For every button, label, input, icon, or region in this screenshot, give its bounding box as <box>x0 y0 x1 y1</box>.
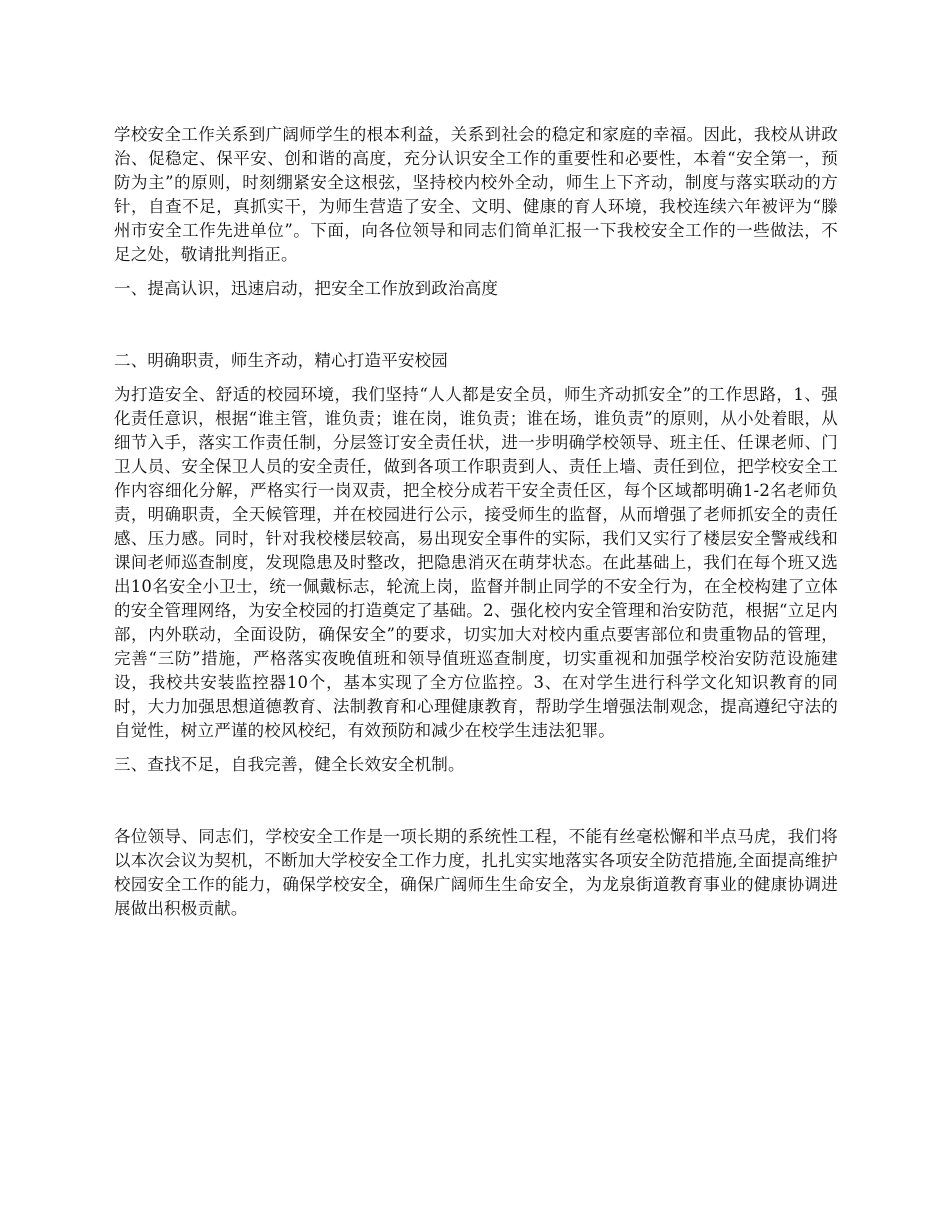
section-3-top-spacer <box>114 743 838 753</box>
section-3-heading: 三、查找不足，自我完善，健全长效安全机制。 <box>114 755 465 774</box>
section-1-heading: 一、提高认识，迅速启动，把安全工作放到政治高度 <box>114 279 499 298</box>
section-3-spacer <box>114 777 838 825</box>
intro-paragraph: 学校安全工作关系到广阔师学生的根本利益，关系到社会的稳定和家庭的幸福。因此，我校从讲政治、促稳定、保平安、创和谐的高度，充分认识安全工作的重要性和必要性，本着“安全第一，预防为主”的原则，时刻绷紧安全这根弦，坚持校内校外全动，师生上下齐动，制度与落实联动的方针，自查不足，真抓实干，为师生营造了安全、文明、健康的育人环境，我校连续六年被评为“滕州市安全工作先进单位”。下面，向各位领导和同志们简单汇报一下我校安全工作的一些做法，不足之处，敬请批判指正。 <box>114 125 838 264</box>
section-2-heading: 二、明确职责，师生齐动，精心打造平安校园 <box>114 351 448 370</box>
section-2-spacer <box>114 373 838 383</box>
section-2-body: 为打造安全、舒适的校园环境，我们坚持“人人都是安全员，师生齐动抓安全”的工作思路，1、强化责任意识，根据“谁主管，谁负责；谁在岗，谁负责；谁在场，谁负责”的原则，从小处着眼，从细节入手，落实工作责任制，分层签订安全责任状，进一步明确学校领导、班主任、任课老师、门卫人员、安全保卫人员的安全责任，做到各项工作职责到人、责任上墙、责任到位，把学校安全工作内容细化分解，严格实行一岗双责，把全校分成若干安全责任区，每个区域都明确1-2名老师负责，明确职责，全天候管理，并在校园进行公示，接受师生的监督，从而增强了老师抓安全的责任感、压力感。同时，针对我校楼层较高，易出现安全事件的实际，我们又实行了楼层安全警戒线和课间老师巡查制度，发现隐患及时整改，把隐患消灭在萌芽状态。在此基础上，我们在每个班又选出10名安全小卫士，统一佩戴标志，轮流上岗，监督并制止同学的不安全行为，在全校构建了立体的安全管理网络，为安全校园的打造奠定了基础。2、强化校内安全管理和治安防范，根据“立足内部，内外联动，全面设防，确保安全”的要求，切实加大对校内重点要害部位和贵重物品的管理，完善“三防”措施，严格落实夜晚值班和领导值班巡查制度，切实重视和加强学校治安防范设施建设，我校共安装监控器10个，基本实现了全方位监控。3、在对学生进行科学文化知识教育的同时，大力加强思想道德教育、法制教育和心理健康教育，帮助学生增强法制观念，提高遵纪守法的自觉性，树立严谨的校风校纪，有效预防和减少在校学生违法犯罪。 <box>114 385 838 740</box>
section-1-spacer <box>114 301 838 349</box>
closing-paragraph: 各位领导、同志们，学校安全工作是一项长期的系统性工程，不能有丝毫松懈和半点马虎，我们将以本次会议为契机，不断加大学校安全工作力度，扎扎实实地落实各项安全防范措施,全面提高维护校园安全工作的能力，确保学校安全，确保广阔师生生命安全，为龙泉街道教育事业的健康协调进展做出积极贡献。 <box>114 827 838 918</box>
